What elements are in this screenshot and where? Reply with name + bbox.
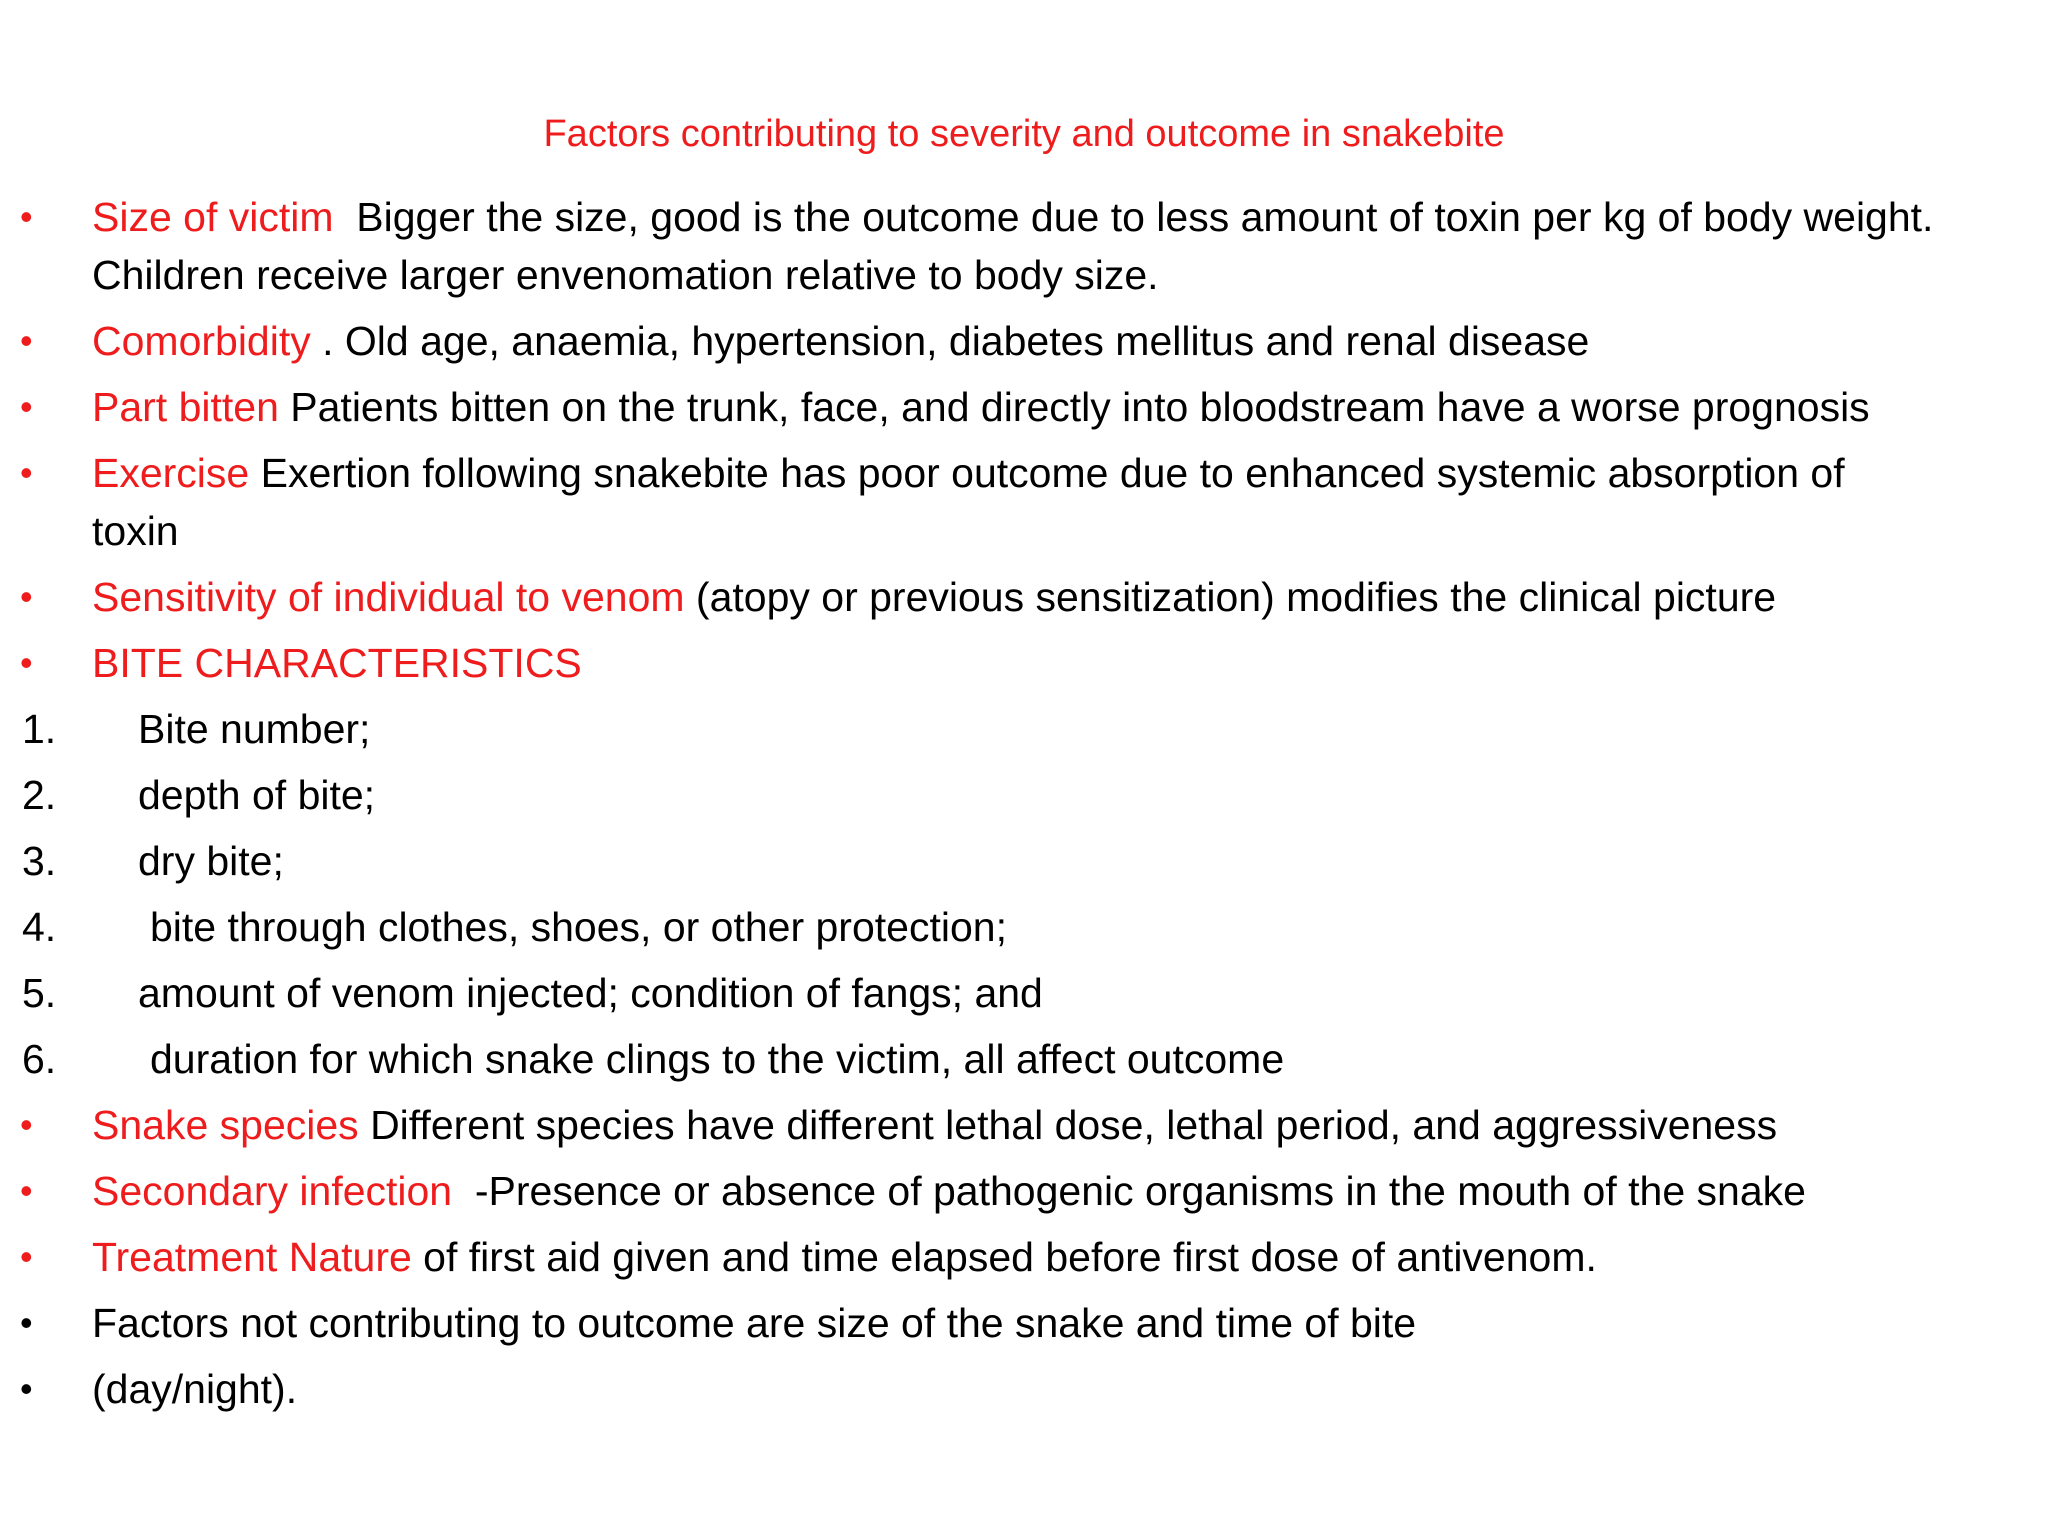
bullet-text: Different species have different lethal dose, lethal period, and aggressiveness <box>358 1102 1778 1148</box>
bullet-item-bite-characteristics <box>0 634 2048 692</box>
bullet-heading: Treatment Nature <box>92 1234 412 1280</box>
item-number: 1. <box>22 706 57 752</box>
bullet-marker: • <box>20 1236 33 1277</box>
bullet-item-sensitivity <box>0 568 2048 626</box>
bullet-item-snake-species <box>0 1096 2048 1154</box>
bullet-heading: Sensitivity of individual to venom <box>92 574 685 620</box>
bullet-marker: • <box>20 320 33 361</box>
bullet-text: (atopy or previous sensitization) modifies the clinical picture <box>684 574 1777 620</box>
item-text: depth of bite; <box>138 772 376 818</box>
bullet-item-day-night <box>0 1360 2048 1418</box>
bullet-heading: Secondary infection <box>92 1168 453 1214</box>
bullet-text: Bigger the size, good is the outcome due to less amount of toxin per kg of body weight. <box>333 194 1934 240</box>
bullet-marker: • <box>20 196 33 237</box>
bullet-item-part-bitten <box>0 378 2048 436</box>
bullet-heading: Size of victim <box>92 194 334 240</box>
item-text: amount of venom injected; condition of fangs; and <box>138 970 1043 1016</box>
bullet-text: Factors not contributing to outcome are size of the snake and time of bite <box>92 1300 1417 1346</box>
item-text: duration for which snake clings to the victim, all affect outcome <box>150 1036 1285 1082</box>
bullet-continuation <box>0 502 2048 560</box>
item-number: 5. <box>22 970 57 1016</box>
numbered-item <box>0 832 2048 890</box>
numbered-item <box>0 964 2048 1022</box>
item-number: 4. <box>22 904 57 950</box>
bullet-text: Patients bitten on the trunk, face, and directly into bloodstream have a worse prognosis <box>278 384 1870 430</box>
bullet-text: of first aid given and time elapsed before first dose of antivenom. <box>411 1234 1597 1280</box>
bullet-item-not-contributing <box>0 1294 2048 1352</box>
bullet-continuation <box>0 246 2048 304</box>
bullet-heading: Snake species <box>92 1102 359 1148</box>
bullet-marker: • <box>20 642 33 683</box>
bullet-marker: • <box>20 576 33 617</box>
bullet-item-secondary-infection <box>0 1162 2048 1220</box>
bullet-marker: • <box>20 452 33 493</box>
bullet-heading: Exercise <box>92 450 250 496</box>
item-number: 2. <box>22 772 57 818</box>
bullet-marker: • <box>20 1368 33 1409</box>
numbered-item <box>0 898 2048 956</box>
bullet-item-size-of-victim <box>0 188 2048 246</box>
slide-title: Factors contributing to severity and outcome in snakebite <box>543 113 1505 155</box>
item-text: bite through clothes, shoes, or other protection; <box>150 904 1007 950</box>
bullet-heading: Part bitten <box>92 384 279 430</box>
bullet-text: (day/night). <box>92 1366 298 1412</box>
item-number: 3. <box>22 838 57 884</box>
item-text: dry bite; <box>138 838 284 884</box>
bullet-heading: Comorbidity <box>92 318 311 364</box>
bullet-list <box>0 188 2048 1418</box>
bullet-heading: BITE CHARACTERISTICS <box>92 640 582 686</box>
bullet-item-exercise <box>0 444 2048 502</box>
numbered-item <box>0 1030 2048 1088</box>
bullet-marker: • <box>20 1170 33 1211</box>
bullet-text: . Old age, anaemia, hypertension, diabetes mellitus and renal disease <box>310 318 1590 364</box>
numbered-item <box>0 766 2048 824</box>
bullet-continuation-text: Children receive larger envenomation relative to body size. <box>92 252 1159 298</box>
numbered-item <box>0 700 2048 758</box>
bullet-text: -Presence or absence of pathogenic organisms in the mouth of the snake <box>452 1168 1806 1214</box>
item-number: 6. <box>22 1036 57 1082</box>
bullet-item-treatment <box>0 1228 2048 1286</box>
bullet-item-comorbidity <box>0 312 2048 370</box>
bullet-marker: • <box>20 1104 33 1145</box>
bullet-marker: • <box>20 1302 33 1343</box>
bullet-text: Exertion following snakebite has poor outcome due to enhanced systemic absorption of <box>249 450 1845 496</box>
bullet-continuation-text: toxin <box>92 508 179 554</box>
bullet-marker: • <box>20 386 33 427</box>
item-text: Bite number; <box>138 706 371 752</box>
